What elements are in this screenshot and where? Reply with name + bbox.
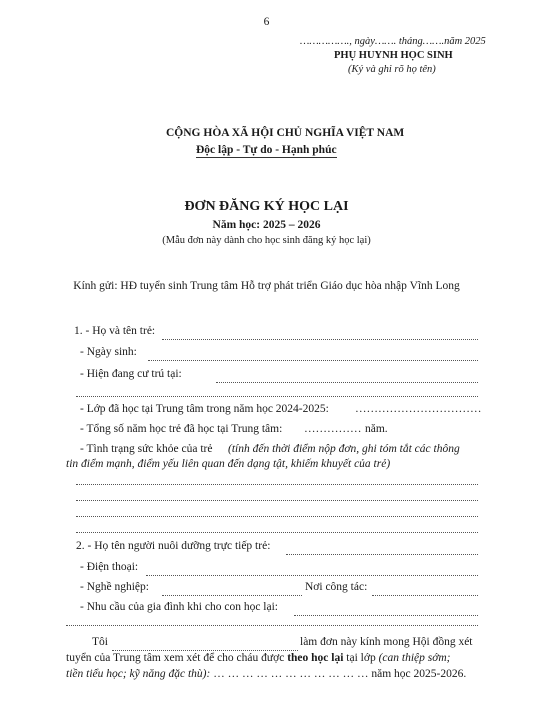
closing-line2-mid: tại lớp	[346, 652, 376, 664]
workplace-field[interactable]	[372, 595, 478, 596]
phone-label: - Điện thoại:	[80, 561, 139, 573]
health-field-line1[interactable]	[76, 484, 478, 485]
years-label: - Tổng số năm học trẻ đã học tại Trung tâm:	[80, 423, 283, 435]
form-title: ĐƠN ĐĂNG KÝ HỌC LẠI	[184, 199, 349, 214]
motto: Độc lập - Tự do - Hạnh phúc	[196, 144, 337, 156]
school-year: Năm học: 2025 – 2026	[212, 219, 321, 231]
closing-line2-start: tuyển của Trung tâm xem xét để cho cháu được	[66, 652, 285, 664]
residence-field[interactable]	[216, 382, 478, 383]
child-name-field[interactable]	[162, 339, 478, 340]
dob-label: - Ngày sinh:	[80, 346, 137, 358]
closing-line2	[66, 652, 451, 664]
health-field-line4[interactable]	[76, 532, 478, 533]
applicant-name-field[interactable]	[112, 650, 298, 651]
caregiver-field[interactable]	[286, 554, 478, 555]
form-subtitle: (Mẫu đơn này dành cho học sinh đăng ký học lại)	[162, 235, 371, 246]
needs-label: - Nhu cầu của gia đình khi cho con học lại:	[80, 601, 278, 613]
closing-line2-bold: theo học lại	[287, 652, 344, 664]
health-field-line3[interactable]	[76, 516, 478, 517]
phone-field[interactable]	[146, 575, 478, 576]
class-label: - Lớp đã học tại Trung tâm trong năm học 2024-2025:	[80, 403, 329, 415]
closing-line1-end: làm đơn này kính mong Hội đồng xét	[300, 636, 473, 648]
needs-field[interactable]	[294, 615, 478, 616]
residence-field-line2[interactable]	[76, 396, 478, 397]
health-field-line2[interactable]	[76, 500, 478, 501]
health-label: - Tình trạng sức khỏe của trẻ	[80, 443, 213, 455]
closing-line3	[66, 668, 466, 680]
health-note-line1: (tính đến thời điểm nộp đơn, ghi tóm tắt các thông	[228, 443, 460, 455]
class-choice-field[interactable]: … … … … … … … … … … …	[213, 668, 369, 680]
workplace-label: Nơi công tác:	[305, 581, 368, 593]
signature-date-line: ……………., ngày……. tháng…….năm 2025	[300, 36, 486, 47]
page-number: 6	[263, 16, 270, 28]
closing-line3-end: năm học 2025-2026.	[371, 668, 467, 680]
job-field[interactable]	[162, 595, 302, 596]
years-unit: năm.	[365, 423, 388, 435]
needs-field-line2[interactable]	[66, 625, 478, 626]
caregiver-label: 2. - Họ tên người nuôi dưỡng trực tiếp trẻ:	[76, 540, 271, 552]
dob-field[interactable]	[148, 360, 478, 361]
years-field[interactable]: ……………	[304, 423, 362, 435]
signature-note: (Ký và ghi rõ họ tên)	[348, 64, 436, 75]
child-name-label: 1. - Họ và tên trẻ:	[74, 325, 156, 337]
job-label: - Nghề nghiệp:	[80, 581, 149, 593]
residence-label: - Hiện đang cư trú tại:	[80, 368, 182, 380]
signature-title: PHỤ HUYNH HỌC SINH	[334, 50, 453, 61]
addressee: Kính gửi: HĐ tuyển sinh Trung tâm Hỗ trợ phát triển Giáo dục hòa nhập Vĩnh Long	[73, 280, 460, 292]
nation-header: CỘNG HÒA XÃ HỘI CHỦ NGHĨA VIỆT NAM	[166, 127, 405, 139]
closing-line2-italic: (can thiệp sớm;	[378, 652, 451, 664]
closing-line3-italic: tiền tiểu học; kỹ năng đặc thù):	[66, 668, 211, 680]
class-field[interactable]: ……………………………	[355, 403, 482, 415]
closing-line1-start: Tôi	[92, 636, 108, 648]
health-note-line2: tin điểm mạnh, điểm yếu liên quan đến dạng tật, khiếm khuyết của trẻ)	[66, 458, 391, 470]
